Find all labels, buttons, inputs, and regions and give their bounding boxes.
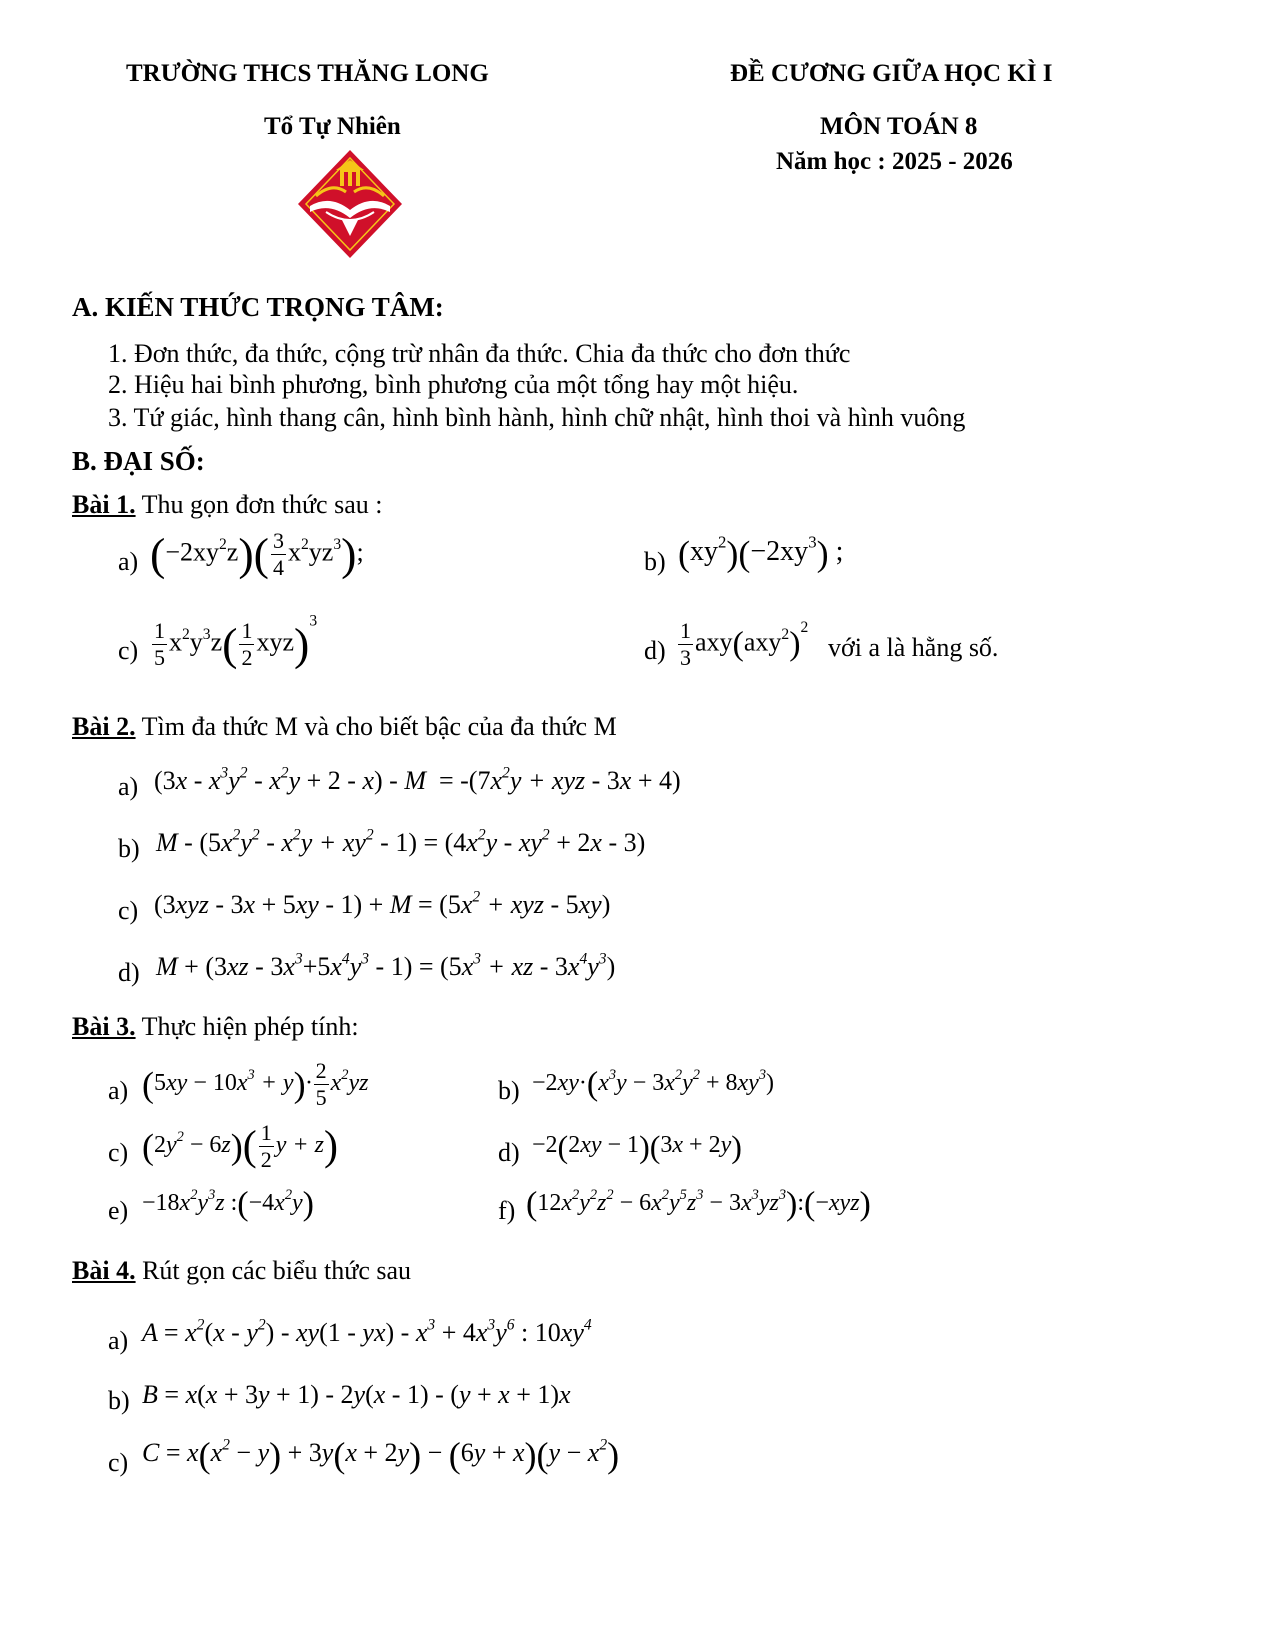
bai3-a-expression: $(5xy - 10x^3 + y)\cdot$ $\frac{2}{5}$ $x^2yz$	[142, 1058, 369, 1110]
school-emblem-icon	[296, 148, 404, 260]
knowledge-item-2: 2. Hiệu hai bình phương, bình phương của một tổng hay một hiệu.	[108, 370, 799, 399]
bai3-text: Thực hiện phép tính:	[135, 1012, 359, 1041]
bai3-e-expression: $-18x^2y^3z$ $:(-4x^2y)$	[142, 1185, 314, 1223]
bai4-a-letter: a)	[108, 1326, 129, 1355]
bai1-d-note: với a là hằng số.	[828, 633, 999, 662]
bai4-b-letter: b)	[108, 1386, 130, 1415]
bai4-a-expression: $A = x^2(x - y^2) - xy(1 - yx) - x^3 + 4x^3y^6$ : $10xy^4$	[142, 1316, 592, 1347]
bai1-c-expression: $\frac{1}{5}$ $x^2y^3z$( $\frac{1}{2}$ xyz)$^3$	[154, 612, 318, 670]
bai2-a-letter: a)	[118, 772, 139, 801]
bai1-text: Thu gọn đơn thức sau :	[135, 490, 383, 519]
bai3-b-letter: b)	[498, 1076, 520, 1105]
bai1-a-expression: $(-2xy^2z)$( $\frac{3}{4}$ $x^2yz^3$);	[150, 528, 364, 580]
bai2-c-expression: $(3xyz - 3x + 5xy - 1) + M = (5x^2$ + xyz - 5xy)	[154, 888, 611, 919]
bai2-c-letter: c)	[118, 896, 139, 925]
bai3-f-letter: f)	[498, 1196, 516, 1225]
bai1-heading	[72, 490, 382, 520]
bai3-c-letter: c)	[108, 1138, 129, 1167]
bai1-label: Bài 1.	[72, 490, 136, 519]
bai1-b-expression: $(xy^2)(-2xy^3)$ ;	[678, 532, 844, 574]
bai3-heading	[72, 1012, 359, 1042]
bai4-c-expression: $C = x(x^2 - y) + 3y(x + 2y) - (6y + x)(y - x^2)$	[142, 1435, 620, 1476]
bai3-c-expression: $(2y^2 - 6z)$( $\frac{1}{2}$ y + z)	[142, 1120, 338, 1172]
department-name: Tổ Tự Nhiên	[264, 113, 401, 140]
bai1-b-letter: b)	[644, 547, 666, 576]
school-name: TRƯỜNG THCS THĂNG LONG	[126, 60, 489, 87]
bai3-f-expression: ($12x^2y^2z^2 - 6x^2y^5z^3$ − $3x^3yz^3):(-xyz)$	[526, 1185, 871, 1223]
subject-title: MÔN TOÁN 8	[820, 113, 978, 140]
bai4-label: Bài 4.	[72, 1256, 136, 1285]
bai4-b-expression: B = x(x + 3y + 1) - 2y(x - 1) - (y + x + 1)x	[142, 1380, 571, 1409]
bai3-d-expression: −2(2xy − 1)(3x + 2y)	[532, 1128, 742, 1165]
bai4-heading	[72, 1256, 411, 1286]
bai4-text: Rút gọn các biểu thức sau	[135, 1256, 412, 1285]
bai2-d-letter: d)	[118, 958, 140, 987]
bai2-label: Bài 2.	[72, 712, 136, 741]
section-b-title: B. ĐẠI SỐ:	[72, 446, 205, 476]
bai1-d-letter: d)	[644, 636, 666, 665]
bai3-d-letter: d)	[498, 1138, 520, 1167]
bai3-a-letter: a)	[108, 1076, 129, 1105]
school-year: Năm học : 2025 - 2026	[776, 148, 1013, 175]
knowledge-item-3: 3. Tứ giác, hình thang cân, hình bình hành, hình chữ nhật, hình thoi và hình vuông	[108, 403, 966, 432]
bai3-label: Bài 3.	[72, 1012, 136, 1041]
section-a-title: A. KIẾN THỨC TRỌNG TÂM:	[72, 292, 444, 322]
bai2-heading	[72, 712, 617, 742]
bai1-a-letter: a)	[118, 547, 139, 576]
knowledge-item-1: 1. Đơn thức, đa thức, cộng trừ nhân đa thức. Chia đa thức cho đơn thức	[108, 339, 851, 368]
bai2-b-letter: b)	[118, 834, 140, 863]
bai2-text: Tìm đa thức M và cho biết bậc của đa thức M	[135, 712, 617, 741]
document-title: ĐỀ CƯƠNG GIỮA HỌC KÌ I	[730, 60, 1053, 87]
bai4-c-letter: c)	[108, 1448, 129, 1477]
bai1-d-expression: $\frac{1}{3}$ $axy(axy^2)^2$	[680, 618, 809, 670]
bai3-b-expression: $-2xy\cdot(x^3y - 3x^2y^2 + 8xy^3)$	[532, 1065, 775, 1103]
bai2-b-expression: $M - (5x^2y^2 - x^2y + xy^2 - 1) = (4x^2y - xy^2 + 2x - 3)$	[156, 826, 646, 857]
bai2-a-expression: $(3x - x^3y^2 - x^2y + 2 - x) - M = -(7x^2y$ + xyz - 3x + 4)	[154, 764, 681, 795]
bai3-e-letter: e)	[108, 1196, 129, 1225]
bai1-c-letter: c)	[118, 636, 139, 665]
bai2-d-expression: $M + (3xz - 3x^3+5x^4y^3 - 1) = (5x^3$ + xz - $3x^4y^3$)	[156, 950, 616, 981]
